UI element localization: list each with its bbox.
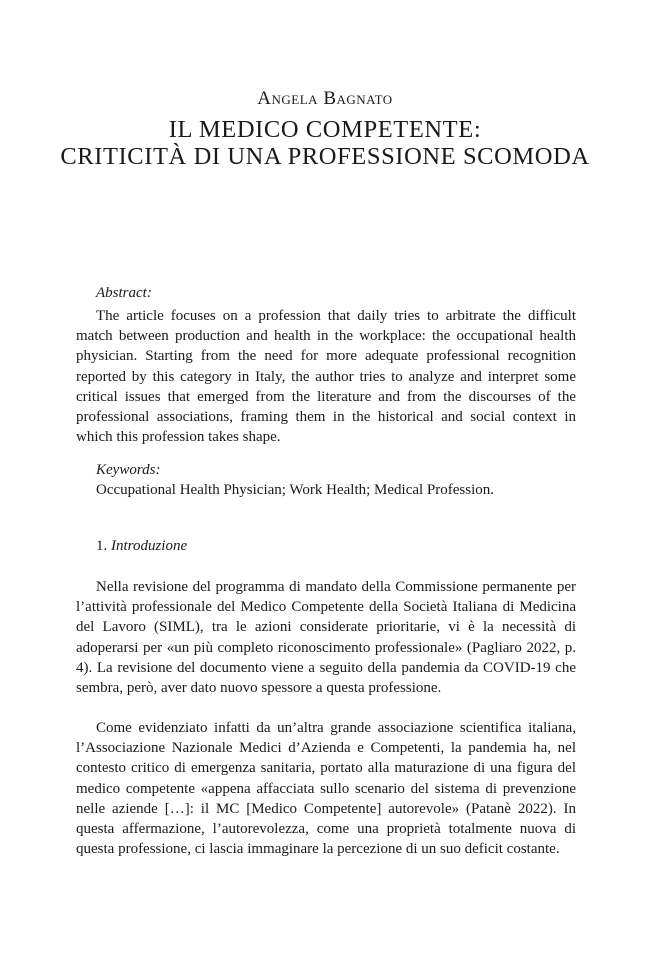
- article-title: [0, 116, 650, 170]
- keywords-text: Occupational Health Physician; Work Health; Medical Profession.: [96, 482, 495, 498]
- paragraph-2: Come evidenziato infatti da un’altra grande associazione scientifica italiana, l’Associazione Nazionale Medici d’Azienda e Competenti, la pandemia ha, nel contesto critico di emergenza sanitaria, portato alla maturazione di una figura del medico competente «appena affacciata sullo scenario del sistema di prevenzione nelle aziende […]: il MC [Medico Competente] autorevole» (Patanè 2022). In questa affermazione, l’autorevolezza, come una proprietà totalmente nuova di questa professione, ci lascia immaginare la percezione di un suo deficit costante.: [76, 720, 576, 858]
- abstract-text: The article focuses on a profession that daily tries to arbitrate the difficult match between production and health in the workplace: the occupational health physician. Starting from the need for more adequate professional recognition reported by this category in Italy, the author tries to analyze and interpret some critical issues that emerged from the literature and from the discourses of the professional associations, framing them in the historical and social context in which this profession takes shape.: [76, 308, 576, 446]
- section-heading: [96, 538, 187, 555]
- keywords-label: Keywords:: [96, 462, 161, 478]
- section-title: Introduzione: [111, 538, 188, 554]
- title-line-2: CRITICITÀ DI UNA PROFESSIONE SCOMODA: [60, 143, 590, 170]
- paragraph-1: Nella revisione del programma di mandato della Commissione permanente per l’attività professionale del Medico Competente della Società Italiana di Medicina del Lavoro (SIML), tra le azioni considerate prioritarie, vi è la necessità di adoperarsi per «un più completo riconoscimento professionale» (Pagliaro 2022, p. 4). La revisione del documento viene a seguito della pandemia da COVID-19 che sembra, però, aver dato nuovo spessore a questa professione.: [76, 579, 576, 697]
- section-number: 1.: [96, 538, 108, 554]
- title-line-1: IL MEDICO COMPETENTE:: [168, 116, 482, 143]
- abstract-label: Abstract:: [96, 285, 152, 301]
- author-name: Angela Bagnato: [257, 88, 393, 109]
